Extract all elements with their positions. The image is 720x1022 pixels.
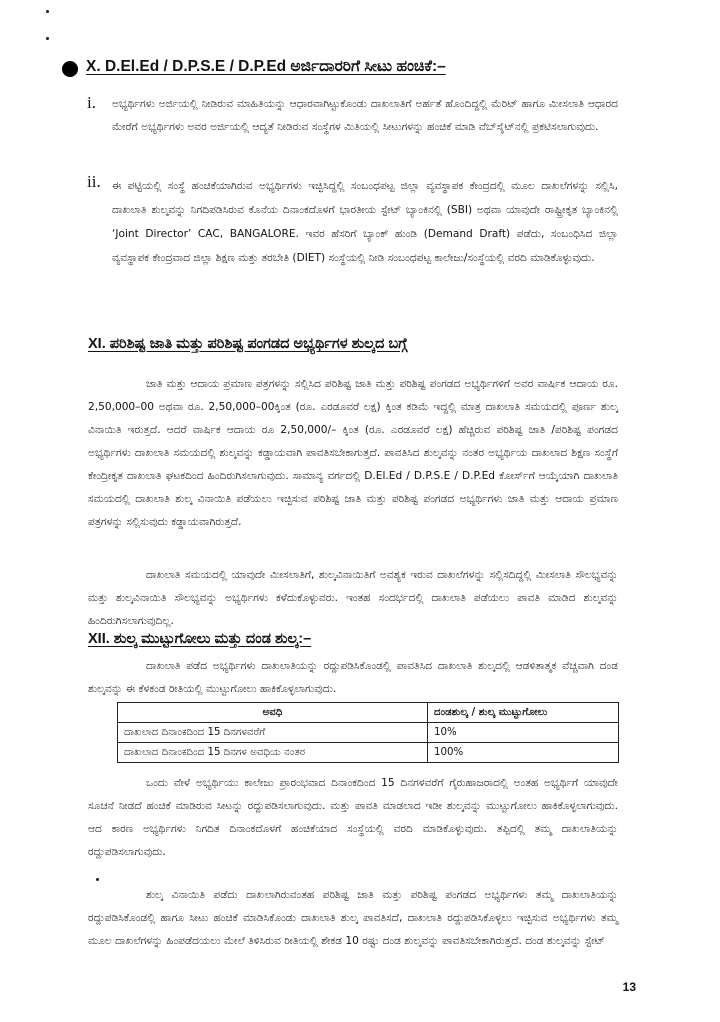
table-row (118, 743, 619, 763)
section-xi-para2: ದಾಖಲಾತಿ ಸಮಯದಲ್ಲಿ ಯಾವುದೇ ಮೀಸಲಾತಿಗೆ, ಶುಲ್ಕವಿನಾಯಿತಿಗೆ ಅವಶ್ಯಕ ಇರುವ ದಾಖಲೆಗಳನ್ನು ಸಲ್ಲಿಸದಿದ್ದಲ್ಲಿ ಮೀಸಲಾತಿ ಸೌಲಭ್ಯವನ್ನು ಮತ್ತು ಶುಲ್ಕವಿನಾಯಿತಿ ಸೌಲಭ್ಯವನ್ನು ಅಭ್ಯರ್ಥಿಗಳು ಕಳೆದುಕೊಳ್ಳುವರು. ಇಂತಹ ಸಂದರ್ಭದಲ್ಲಿ ದಾಖಲಾತಿ ಪಡೆಯಲು ಪಾವತಿ ಮಾಡಿದ ಶುಲ್ಕವನ್ನು ಹಿಂದಿರುಗಿಸಲಾಗುವುದಿಲ್ಲ. (88, 569, 618, 627)
section-xi-para1: ಜಾತಿ ಮತ್ತು ಆದಾಯ ಪ್ರಮಾಣ ಪತ್ರಗಳನ್ನು ಸಲ್ಲಿಸಿದ ಪರಿಶಿಷ್ಟ ಜಾತಿ ಮತ್ತು ಪರಿಶಿಷ್ಟ ಪಂಗಡದ ಅಭ್ಯರ್ಥಿಗಳಿಗೆ ಅವರ ವಾರ್ಷಿಕ ಆದಾಯ ರೂ. 2,50,000–00 ಅಥವಾ ರೂ. 2,50,000–00ಕ್ಕಿಂತ (ರೂ. ಎರಡೂವರೆ ಲಕ್ಷ) ಕ್ಕಿಂತ ಕಡಿಮೆ ಇದ್ದಲ್ಲಿ ಮಾತ್ರ ದಾಖಲಾತಿ ಸಮಯದಲ್ಲಿ ಪೂರ್ಣ ಶುಲ್ಕ ವಿನಾಯಿತಿ ಇರುತ್ತದೆ. ಆದರೆ ವಾರ್ಷಿಕ ಆದಾಯ ರೂ 2,50,000/– ಕ್ಕಿಂತ (ರೂ. ಎರಡೂವರೆ ಲಕ್ಷ) ಹೆಚ್ಚಿರುವ ಪರಿಶಿಷ್ಟ ಜಾತಿ /ಪರಿಶಿಷ್ಟ ಪಂಗಡದ ಅಭ್ಯರ್ಥಿಗಳು ದಾಖಲಾತಿ ಸಮಯದಲ್ಲಿ ಶುಲ್ಕವನ್ನು ಕಡ್ಡಾಯವಾಗಿ ಪಾವತಿಸಬೇಕಾಗುತ್ತದೆ. ಪಾವತಿಸಿದ ಶುಲ್ಕವನ್ನು ನಂತರ ಅಭ್ಯರ್ಥಿಯ ದಾಖಲಾದ ಶಿಕ್ಷಣ ಸಂಸ್ಥೆಗೆ ಕೇಂದ್ರೀಕೃತ ದಾಖಲಾತಿ ಘಟಕದಿಂದ ಹಿಂದಿರುಗಿಸಲಾಗುವುದು. ಸಾಮಾನ್ಯ ವರ್ಗದಲ್ಲಿ D.El.Ed / D.P.S.E / D.P.Ed ಕೋರ್ಸ್‌ಗೆ ಆಯ್ಕೆಯಾಗಿ ದಾಖಲಾತಿ ಸಮಯದಲ್ಲಿ ದಾಖಲಾತಿ ಶುಲ್ಕ ವಿನಾಯಿತಿ ಪಡೆಯಲು ಇಚ್ಛಿಸುವ ಪರಿಶಿಷ್ಟ ಜಾತಿ ಮತ್ತು ಪರಿಶಿಷ್ಟ ಪಂಗಡದ ಅಭ್ಯರ್ಥಿಗಳು ಜಾತಿ ಮತ್ತು ಆದಾಯ ಪ್ರಮಾಣ ಪತ್ರಗಳನ್ನು ಸಲ್ಲಿಸುವುದು ಕಡ್ಡಾಯವಾಗಿರುತ್ತದೆ. (88, 378, 618, 528)
page-number: 13 (622, 980, 636, 994)
item-number: ii. (87, 172, 101, 191)
section-xii-heading: XII. ಶುಲ್ಕ ಮುಟ್ಟುಗೋಲು ಮತ್ತು ದಂಡ ಶುಲ್ಕ:– (88, 631, 312, 647)
penalty-cell: 10% (428, 723, 619, 743)
period-cell: ದಾಖಲಾದ ದಿನಾಂಕದಿಂದ 15 ದಿನಗಳವರೆಗೆ (118, 723, 428, 743)
penalty-table (117, 702, 619, 763)
margin-mark (46, 10, 49, 13)
item-ii-text: ಈ ಪಟ್ಟಿಯಲ್ಲಿ ಸಂಸ್ಥೆ ಹಂಚಿಕೆಯಾಗಿರುವ ಅಭ್ಯರ್ಥಿಗಳು ಇಚ್ಛಿಸಿದ್ದಲ್ಲಿ ಸಂಬಂಧಪಟ್ಟ ಜಿಲ್ಲಾ ವ್ಯವಸ್ಥಾಪಕ ಕೇಂದ್ರದಲ್ಲಿ ಮೂಲ ದಾಖಲೆಗಳನ್ನು ಸಲ್ಲಿಸಿ, ದಾಖಲಾತಿ ಶುಲ್ಕವನ್ನು ನಿಗದಿಪಡಿಸಿರುವ ಕೊನೆಯ ದಿನಾಂಕದೊಳಗೆ ಭಾರತೀಯ ಸ್ಟೇಟ್ ಬ್ಯಾಂಕಿನಲ್ಲಿ (SBI) ಅಥವಾ ಯಾವುದೇ ರಾಷ್ಟ್ರೀಕೃತ ಬ್ಯಾಂಕಿನಲ್ಲಿ ‘Joint Director’ CAC, BANGALORE. ಇವರ ಹೆಸರಿಗೆ ಬ್ಯಾಂಕ್ ಹುಂಡಿ (Demand Draft) ಪಡೆದು, ಸಂಬಂಧಿಸಿದ ಜಿಲ್ಲಾ ವ್ಯವಸ್ಥಾಪಕ ಕೇಂದ್ರವಾದ ಜಿಲ್ಲಾ ಶಿಕ್ಷಣ ಮತ್ತು ತರಬೇತಿ (DIET) ಸಂಸ್ಥೆಯಲ್ಲಿ ನೀಡಿ ಸಂಬಂಧಪಟ್ಟ ಕಾಲೇಜು/ಸಂಸ್ಥೆಯಲ್ಲಿ ವರದಿ ಮಾಡಿಕೊಳ್ಳುವುದು. (112, 180, 618, 264)
bullet-icon (62, 61, 78, 77)
section-xii-para2: ಶುಲ್ಕ ವಿನಾಯಿತಿ ಪಡೆದು ದಾಖಲಾಗಿರುವಂತಹ ಪರಿಶಿಷ್ಟ ಜಾತಿ ಮತ್ತು ಪರಿಶಿಷ್ಟ ಪಂಗಡದ ಅಭ್ಯರ್ಥಿಗಳು ತಮ್ಮ ದಾಖಲಾತಿಯನ್ನು ರದ್ದುಪಡಿಸಿಕೊಂಡಲ್ಲಿ ಹಾಗೂ ಸೀಟು ಹಂಚಿಕೆ ಮಾಡಿಸಿಕೊಂಡು ದಾಖಲಾತಿ ಶುಲ್ಕ ಪಾವತಿಸದೆ, ದಾಖಲಾತಿ ರದ್ದುಪಡಿಸಿಕೊಳ್ಳಲು ಇಚ್ಛಿಸುವ ಅಭ್ಯರ್ಥಿಗಳು ತಮ್ಮ ಮೂಲ ದಾಖಲೆಗಳನ್ನು ಹಿಂಪಡೆದಯಲು ಮೇಲೆ ತಿಳಿಸಿರುವ ರೀತಿಯಲ್ಲಿ ಶೇಕಡ 10 ರಷ್ಟು ದಂಡ ಶುಲ್ಕವನ್ನು ಪಾವತಿಸಬೇಕಾಗಿರುತ್ತದೆ. ದಂಡ ಶುಲ್ಕವನ್ನು ಸ್ಟೇಟ್ (88, 889, 618, 947)
margin-mark (96, 878, 99, 881)
section-xi-heading: XI. ಪರಿಶಿಷ್ಟ ಜಾತಿ ಮತ್ತು ಪರಿಶಿಷ್ಟ ಪಂಗಡದ ಅಭ್ಯರ್ಥಿಗಳ ಶುಲ್ಕದ ಬಗ್ಗೆ (88, 336, 408, 352)
item-number: i. (87, 93, 96, 112)
table-header-row (118, 703, 619, 723)
column-header: ದಂಡಶುಲ್ಕ / ಶುಲ್ಕ ಮುಟ್ಟುಗೋಲು (428, 703, 619, 723)
margin-mark (46, 37, 49, 40)
item-i-text: ಅಭ್ಯರ್ಥಿಗಳು ಅರ್ಜಿಯಲ್ಲಿ ನೀಡಿರುವ ಮಾಹಿತಿಯನ್ನು ಆಧಾರವಾಗಿಟ್ಟುಕೊಂಡು ದಾಖಲಾತಿಗೆ ಅರ್ಹತೆ ಹೊಂದಿದ್ದಲ್ಲಿ ಮೆರಿಟ್ ಹಾಗೂ ಮೀಸಲಾತಿ ಆಧಾರದ ಮೇರೆಗೆ ಅಭ್ಯರ್ಥಿಗಳು ಅವರ ಅರ್ಜಿಯಲ್ಲಿ ಆದ್ಯತೆ ನೀಡಿರುವ ಸಂಸ್ಥೆಗಳ ಮಿತಿಯಲ್ಲಿ ಸೀಟುಗಳನ್ನು ಹಂಚಿಕೆ ಮಾಡಿ ವೆಬ್‌ಸೈಟ್‌ನಲ್ಲಿ ಪ್ರಕಟಿಸಲಾಗುವುದು. (112, 98, 618, 133)
section-x-heading: X. D.El.Ed / D.P.S.E / D.P.Ed ಅರ್ಜಿದಾರರಿಗೆ ಸೀಟು ಹಂಚಿಕೆ:– (86, 58, 446, 75)
table-row (118, 723, 619, 743)
section-xii-intro: ದಾಖಲಾತಿ ಪಡೆದ ಅಭ್ಯರ್ಥಿಗಳು ದಾಖಲಾತಿಯನ್ನು ರದ್ದುಪಡಿಸಿಕೊಂಡಲ್ಲಿ ಪಾವತಿಸಿದ ದಾಖಲಾತಿ ಶುಲ್ಕದಲ್ಲಿ ಆಡಳಿತಾತ್ಮಕ ವೆಚ್ಚವಾಗಿ ದಂಡ ಶುಲ್ಕವನ್ನು ಈ ಕೆಳಕಂಡ ರೀತಿಯಲ್ಲಿ ಮುಟ್ಟುಗೋಲು ಹಾಕಿಕೊಳ್ಳಲಾಗುವುದು. (88, 660, 618, 695)
section-xii-para1: ಒಂದು ವೇಳೆ ಅಭ್ಯರ್ಥಿಯು ಕಾಲೇಜು ಪ್ರಾರಂಭವಾದ ದಿನಾಂಕದಿಂದ 15 ದಿನಗಳವರೆಗೆ ಗೈರುಹಾಜರಾದಲ್ಲಿ ಅಂತಹ ಅಭ್ಯರ್ಥಿಗೆ ಯಾವುದೇ ಸೂಚನೆ ನೀಡದೆ ಹಂಚಿಕೆ ಮಾಡಿರುವ ಸೀಟನ್ನು ರದ್ದುಪಡಿಸಲಾಗುವುದು. ಮತ್ತು ಪಾವತಿ ಮಾಡಲಾದ ಇಡೀ ಶುಲ್ಕವನ್ನು ಮುಟ್ಟುಗೋಲು ಹಾಕಿಕೊಳ್ಳಲಾಗುವುದು. ಆದ ಕಾರಣ ಅಭ್ಯರ್ಥಿಗಳು ನಿಗದಿತ ದಿನಾಂಕದೊಳಗೆ ಹಂಚಿಕೆಯಾದ ಸಂಸ್ಥೆಯಲ್ಲಿ ವರದಿ ಮಾಡಿಕೊಳ್ಳುವುದು. ತಪ್ಪಿದಲ್ಲಿ ತಮ್ಮ ದಾಖಲಾತಿಯನ್ನು ರದ್ದುಪಡಿಸಲಾಗುವುದು. (88, 777, 618, 858)
column-header: ಅವಧಿ (118, 703, 428, 723)
penalty-cell: 100% (428, 743, 619, 763)
period-cell: ದಾಖಲಾದ ದಿನಾಂಕದಿಂದ 15 ದಿನಗಳ ಅವಧಿಯ ನಂತರ (118, 743, 428, 763)
